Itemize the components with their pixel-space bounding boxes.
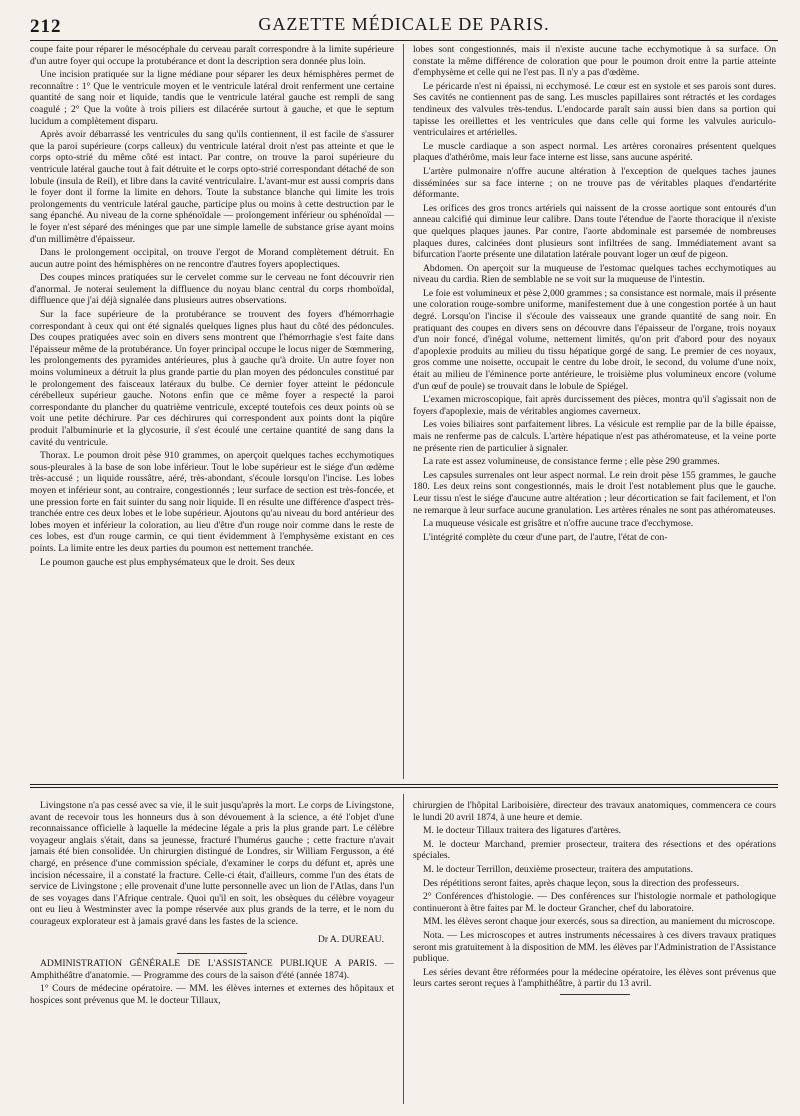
- paragraph: Nota. — Les microscopes et autres instruments nécessaires à ces divers travaux pratiques seront mis gratuitement à la disposition de MM. les élèves par l'Administration de l'Assistance publique.: [413, 929, 776, 965]
- paragraph: Dans le prolongement occipital, on trouve l'ergot de Morand complètement détruit. En aucun autre point des hémisphères on ne rencontre d'autres foyers apoplectiques.: [30, 247, 394, 270]
- paragraph: M. le docteur Marchand, premier prosecteur, traitera des résections et des opérations spéciales.: [413, 838, 776, 862]
- paragraph: Livingstone n'a pas cessé avec sa vie, il le suit jusqu'après la mort. Le corps de Livingstone, avant de recevoir tous les honneurs dus à son dévouement à la science, a été l'objet d'une reconnaissance officielle à laquelle la médecine légale a pris la plus grande part. Le célèbre voyageur anglais s'était, dans sa jeunesse, fracturé l'humérus gauche ; cette fracture n'avait jamais été bien consolidée. Un chirurgien distingué de Londres, sir William Fergusson, a été chargé, en présence d'une commission spéciale, d'examiner le corps du défunt et, après une incision nécessaire, il a constaté la fracture. Celle-ci était, d'ailleurs, comme l'un des états de service de Livingstone ; elle provenait d'une lutte personnelle avec un lion de l'Atlas, dans l'un de ses voyages dans l'Afrique centrale. Quoi qu'il en soit, les obsèques du célèbre voyageur ont eu lieu à Westminster avec la pompe réservée aux plus grands de la terre, et le nom du courageux explorateur est à jamais gravé dans les fastes de la science.: [30, 800, 394, 927]
- paragraph: Les voies biliaires sont parfaitement libres. La vésicule est remplie par de la bille épaisse, mais ne renferme pas de calculs. L'artère hépatique n'est pas athéromateuse, et la veine porte ne présente rien de particulier à signaler.: [413, 419, 776, 454]
- feuilleton-column-right: [413, 800, 776, 1110]
- paragraph: L'artère pulmonaire n'offre aucune altération à l'exception de quelques taches jaunes disséminées sur sa face interne ; on ne trouve pas de véritables plaques d'endartérite déformante.: [413, 165, 776, 201]
- paragraph: 2° Conférences d'histologie. — Des conférences sur l'histologie normale et pathologique continueront à être faites par M. le docteur Grancher, chef du laboratoire.: [413, 891, 776, 914]
- article-column-right: [413, 44, 776, 780]
- author-signature: Dr A. DUREAU.: [317, 933, 384, 945]
- paragraph: MM. les élèves seront chaque jour exercés, sous sa direction, au maniement du microscope.: [423, 916, 775, 928]
- paragraph: La rate est assez volumineuse, de consistance ferme ; elle pèse 290 grammes.: [423, 456, 720, 468]
- paragraph: Une incision pratiquée sur la ligne médiane pour séparer les deux hémisphères permet de reconnaître : 1° Que le ventricule moyen et le ventricule latéral droit renferment une certaine quantité de sang noir et liquide, tandis que le ventricule latéral gauche est rempli de sang coagulé ; 2° Que la voûte à trois piliers est dilacérée surtout à gauche, et que le septum lucidum a complètement disparu.: [30, 69, 394, 127]
- paragraph: Après avoir débarrassé les ventricules du sang qu'ils contiennent, il est facile de s'assurer que la paroi supérieure (corps calleux) du ventricule latéral droit n'est pas atteinte et que le corps opto-strié du même côté est intact. Par contre, on trouve la paroi supérieure du ventricule latéral gauche tout à fait détruite et le corps opto-strié correspondant détaché de son lobule (insula de Reil), et libre dans la cavité ventriculaire. L'avant-mur est aussi compris dans le foyer dont il forme la limite en dehors. Toute la substance blanche qui limite les trois prolongements du ventricule latéral gauche, participe plus ou moins à cette destruction par le sang épanché. Au niveau de la corne sphénoïdale — prolongement inférieur ou sphénoïdal — le foyer n'est séparé des méninges que par une simple lamelle de substance grise ayant moins d'un millimètre d'épaisseur.: [30, 129, 394, 245]
- article-column-left: [30, 44, 394, 780]
- feuilleton-column-left: [30, 800, 394, 1110]
- page-header: [30, 12, 778, 38]
- paragraph: Des coupes minces pratiquées sur le cervelet comme sur le cerveau ne font découvrir rien d'anormal. Je noterai seulement la diffluence du noyau blanc central du corps rhomboïdal, diffluence que j'ai déjà signalée dans plusieurs autres observations.: [30, 272, 394, 307]
- paragraph: lobes sont congestionnés, mais il n'existe aucune tache ecchymotique à sa surface. On constate la même différence de coloration que pour le poumon droit entre la partie atteinte d'emphysème et celle qui ne l'est pas. Il n'y a pas d'œdème.: [413, 44, 776, 79]
- paragraph: 1° Cours de médecine opératoire. — MM. les élèves internes et externes des hôpitaux et hospices sont prévenus que M. le docteur Tillaux,: [30, 983, 394, 1006]
- paragraph: Le muscle cardiaque a son aspect normal. Les artères coronaires présentent quelques plaques d'athérôme, mais leur face interne est lisse, sans aucune aspérité.: [413, 140, 776, 164]
- page-number: 212: [30, 16, 62, 37]
- paragraph: Des répétitions seront faites, après chaque leçon, sous la direction des professeurs.: [423, 877, 739, 889]
- section-rule-lower: [30, 787, 778, 788]
- paragraph: Les capsules surrenales ont leur aspect normal. Le rein droit pèse 155 grammes, le gauche 180. Les deux reins sont congestionnés, mais le droit l'est notablement plus que le gauche. Leur tissu n'est le siége d'aucune autre altération ; leur décortication se fait facilement, et l'on ne remarque à leur surface aucune granulation. Les artères rénales ne sont pas athéromateuses.: [413, 469, 776, 516]
- journal-title: GAZETTE MÉDICALE DE PARIS.: [258, 14, 550, 34]
- paragraph: Le poumon gauche est plus emphysémateux que le droit. Ses deux: [40, 556, 295, 568]
- paragraph: M. le docteur Terrillon, deuxième prosecteur, traitera des amputations.: [423, 863, 693, 875]
- paragraph: Les séries devant être réformées pour la médecine opératoire, les élèves sont prévenus que leurs cartes seront reçues à l'amphithéâtre, à partir du 13 avril.: [413, 966, 776, 990]
- paragraph: Le foie est volumineux et pèse 2,000 grammes ; sa consistance est normale, mais il présente une coloration rouge-sombre uniforme, manifestement due à une congestion portée à un haut degré. Lorsqu'on l'incise il s'écoule des vaisseaux une grande quantité de sang noir. En pratiquant des coupes en divers sens on découvre dans l'épaisseur de l'organe, trois noyaux d'un noir foncé, d'inégal volume, nettement limités, qu'on prit d'abord pour des noyaux d'apoplexie produits au milieu du tissu hépatique gorgé de sang. Le premier de ces noyaux, gros comme une noisette, occupait le centre du lobe droit, le second, du volume d'une noix, était au milieu de l'éminence porte antérieure, le troisième plus volumineux encore (volume d'un œuf de poule) se trouvait dans le lobule de Spiégel.: [413, 287, 776, 392]
- section-divider: [177, 953, 247, 954]
- header-rule: [30, 40, 778, 41]
- paragraph: L'intégrité complète du cœur d'une part, de l'autre, l'état de con-: [423, 531, 668, 543]
- column-separator-bottom: [403, 794, 404, 1104]
- end-rule: [560, 994, 630, 995]
- paragraph: La muqueuse vésicale est grisâtre et n'offre aucune trace d'ecchymose.: [423, 518, 694, 530]
- paragraph: Les orifices des gros troncs artériels qui naissent de la crosse aortique sont entourés d'un anneau calcifié qui diminue leur calibre. Dans toute l'étendue de l'aorte thoracique il n'existe que quelques plaques jaunes. Par contre, l'aorte abdominale est parsemée de nombreuses plaques dures, calcinées dont plusieurs sont infiltrées de sang. Immédiatement avant sa bifurcation l'aorte présente une dilatation latérale pouvant loger un œuf de pigeon.: [413, 202, 776, 261]
- paragraph: Le péricarde n'est ni épaissi, ni ecchymosé. Le cœur est en systole et ses parois sont dures. Ses cavités ne contiennent pas de sang. Les muscles papillaires sont rétractés et les cordages tendineux des valvules très-tendus. L'endocarde paraît sain aussi bien dans sa portion qui tapisse les oreillettes et les ventricules que dans celle qui forme les valvules auriculo-ventriculaires et artérielles.: [413, 80, 776, 139]
- paragraph: coupe faite pour réparer le mésocéphale du cerveau paraît correspondre à la limite supérieure d'un autre foyer qui occupe la protubérance et dont la description sera donnée plus loin.: [30, 44, 394, 67]
- paragraph: Abdomen. On aperçoit sur la muqueuse de l'estomac quelques taches ecchymotiques au niveau du cardia. Rien de semblable ne se voit sur la muqueuse de l'intestin.: [413, 262, 776, 286]
- paragraph: L'examen microscopique, fait après durcissement des pièces, montra qu'il s'agissait non de foyers d'apoplexie, mais de véritables angiomes caverneux.: [413, 394, 776, 417]
- administration-heading: ADMINISTRATION GÉNÉRALE DE L'ASSISTANCE PUBLIQUE A PARIS. — Amphithéâtre d'anatomie. — Programme des cours de la saison d'été (année 1874).: [30, 958, 394, 981]
- paragraph: M. le docteur Tillaux traitera des ligatures d'artères.: [423, 825, 622, 837]
- paragraph: Thorax. Le poumon droit pèse 910 grammes, on aperçoit quelques taches ecchymotiques sous-pleurales à la base de son lobe inférieur. Tout le lobe supérieur est le siége d'un œdème très-accusé ; un liquide roussâtre, aéré, très-abondant, s'écoule lorsqu'on l'incise. Les lobes moyen et inférieur sont, au contraire, congestionnés ; leur surface de section est très-foncée, et une pression forte en fait suinter du sang noir liquide. Il en résulte une différence d'aspect très-tranchée entre ces deux lobes et le lobe supérieur. Ajoutons qu'au niveau du bord antérieur des lobes moyen et inférieur la coloration, au lieu d'être d'un rouge noir comme dans le reste de ces lobes, est d'un rouge carmin, ce qui tient évidemment à l'emphysème existant en ces points. La limite entre les deux parties du poumon est nettement tranchée.: [30, 450, 394, 554]
- paragraph: chirurgien de l'hôpital Lariboisière, directeur des travaux anatomiques, commencera ce cours le lundi 20 avril 1874, à une heure et demie.: [413, 800, 776, 823]
- paragraph: Sur la face supérieure de la protubérance se trouvent des foyers d'hémorrhagie correspondant à ceux qui ont été signalés quelques lignes plus haut du côté des pédoncules. Des coupes pratiquées avec soin en divers sens montrent que l'hémorrhagie s'est faite dans l'épaisseur même de la protubérance. Un foyer principal occupe le locus niger de Sœmmering, les prolongements des pyramides antérieures, plus à gauche qu'à droite. Un autre foyer non moins volumineux a détruit la plus grande partie du plan moyen des pédoncules constitué par le prolongement des faisceaux latéraux du bulbe. Ce dernier foyer atteint le pédoncule cérébelleux supérieur gauche. Notons enfin que ce même foyer a respecté la paroi correspondante du plancher du quatrième ventricule, excepté toutefois ces deux points où se voit une petite déchirure. Par ces déchirures qui correspondent aux points dont la piqûre produit l'albuminurie et la glycosurie, il s'est écoulé une certaine quantité de sang dans la cavité du ventricule.: [30, 309, 394, 448]
- column-separator-top: [403, 44, 404, 779]
- section-rule-upper: [30, 784, 778, 785]
